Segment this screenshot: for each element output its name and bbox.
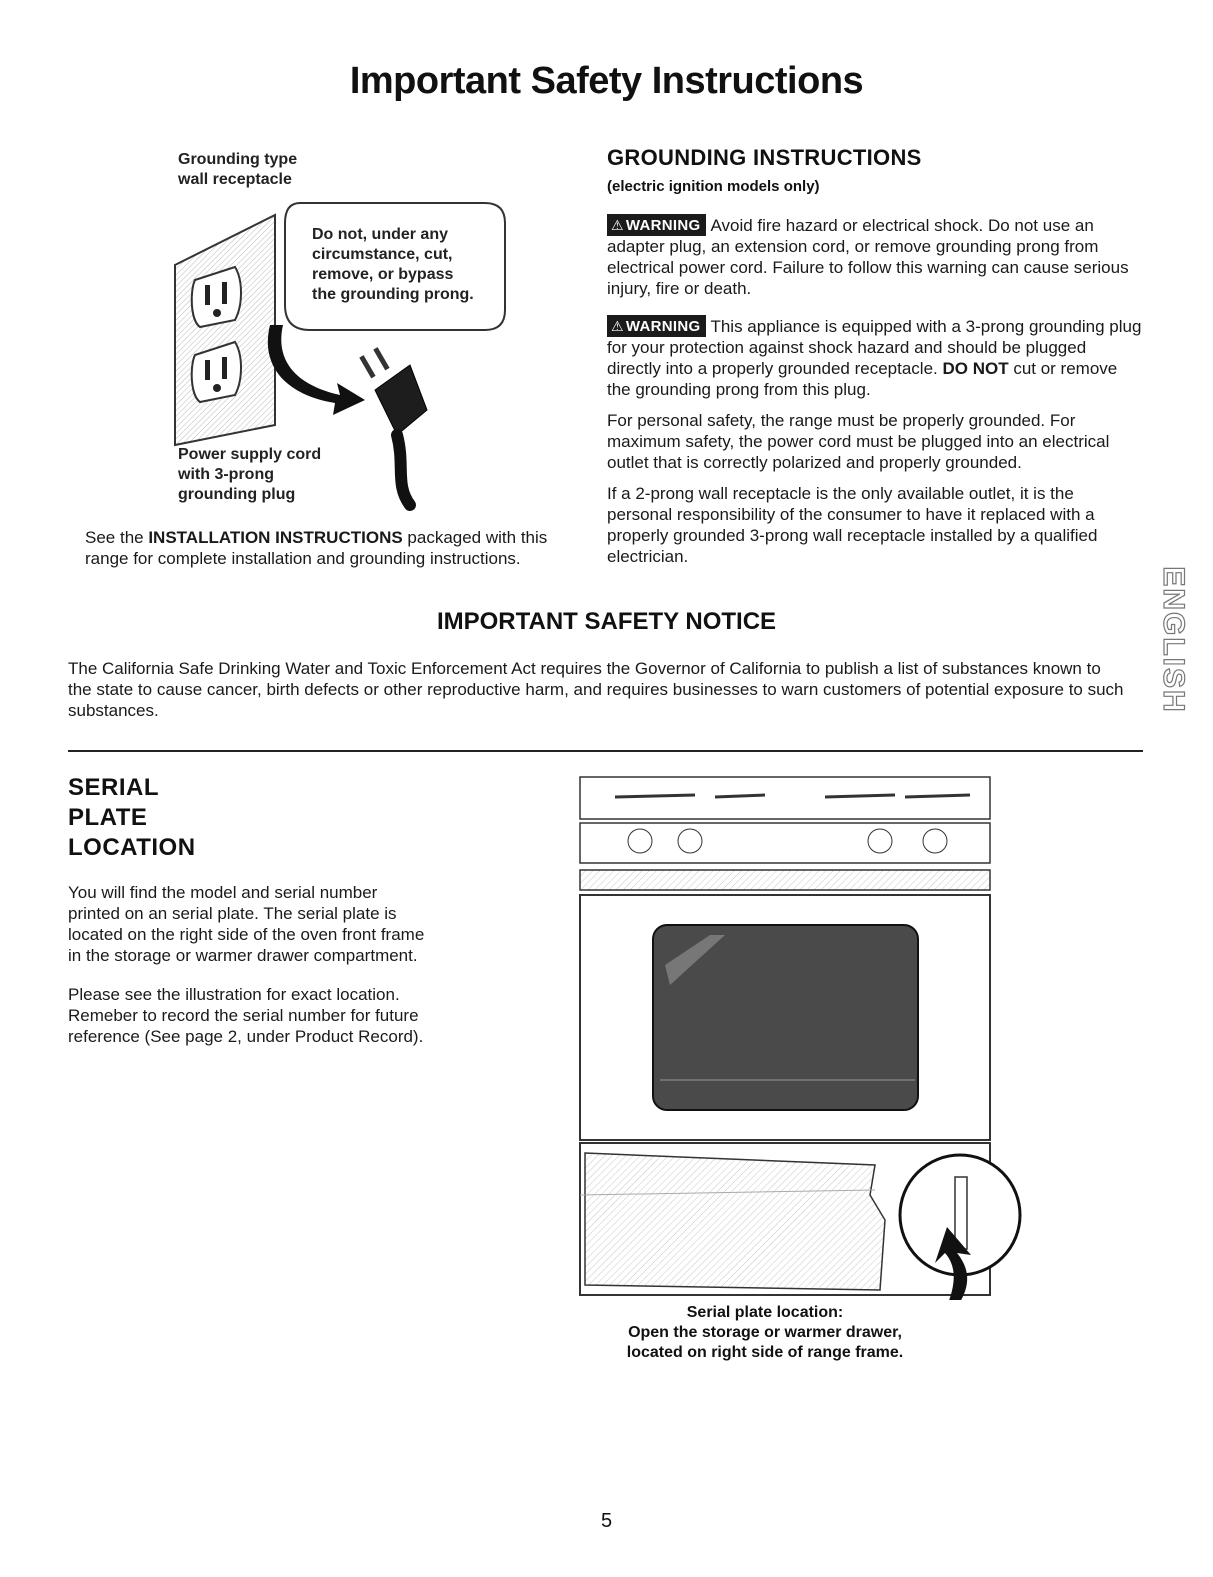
warning-triangle-icon: ⚠ xyxy=(611,318,624,334)
cord-label: Power supply cord with 3-prong grounding plug xyxy=(178,446,322,503)
range-illustration xyxy=(575,775,1030,1300)
serial-para-1: You will find the model and serial number printed on an serial plate. The serial plate is located on the right side of the oven front frame in the storage or warmer drawer compartment. xyxy=(68,883,425,965)
page-title: Important Safety Instructions xyxy=(349,60,864,102)
warning-bubble-text: Do not, under any circumstance, cut, remove, or bypass the grounding prong. xyxy=(312,226,474,303)
grounding-heading: GROUNDING INSTRUCTIONS xyxy=(607,145,922,170)
receptacle-label: Grounding type wall receptacle xyxy=(178,151,298,188)
serial-para-2b: Remeber to record the serial number for future reference (See page 2, under Product Record). xyxy=(68,1006,424,1046)
serial-text xyxy=(68,882,433,1057)
section-divider xyxy=(68,750,1143,752)
notice-text: The California Safe Drinking Water and Toxic Enforcement Act requires the Governor of California to publish a list of substances known to the state to cause cancer, birth defects or other reproductive harm, and requires businesses to warn customers of potential exposure to such substances. xyxy=(68,659,1124,720)
warning-badge: ⚠ WARNING xyxy=(607,315,706,337)
notice-heading: IMPORTANT SAFETY NOTICE xyxy=(436,608,777,635)
serial-plate-icon xyxy=(955,1177,967,1249)
serial-heading: SERIAL PLATE LOCATION xyxy=(68,774,196,861)
wall-outlet-icon xyxy=(175,215,275,445)
installation-note: See the INSTALLATION INSTRUCTIONS packaged with this range for complete installation and grounding instructions. xyxy=(85,528,548,568)
grounding-para-1: For personal safety, the range must be properly grounded. For maximum safety, the power cord must be plugged into an electrical outlet that is correctly polarized and properly grounded. xyxy=(607,411,1110,472)
warning-badge: ⚠ WARNING xyxy=(607,214,706,236)
warning-triangle-icon: ⚠ xyxy=(611,217,624,233)
serial-para-2a: Please see the illustration for exact location. xyxy=(68,985,400,1004)
language-tab: ENGLISH xyxy=(1157,566,1190,714)
grounding-instructions xyxy=(607,145,1142,577)
warning-paragraph-1: ⚠ WARNING Avoid fire hazard or electrical shock. Do not use an adapter plug, an extension cord, or remove grounding prong from electrical power cord. Failure to follow this warning can cause serious injury, fire or death. xyxy=(607,216,1129,298)
page-number: 5 xyxy=(600,1510,613,1532)
serial-callout: Serial plate location: Open the storage or warmer drawer, located on right side of range frame. xyxy=(626,1304,904,1361)
curved-arrow-icon xyxy=(268,325,365,415)
grounding-subheading: (electric ignition models only) xyxy=(607,178,820,195)
grounding-para-2: If a 2-prong wall receptacle is the only available outlet, it is the personal responsibility of the consumer to have it replaced with a properly grounded 3-prong wall receptacle installed by a qualified electrician. xyxy=(607,484,1098,566)
plug-icon xyxy=(359,347,427,505)
warning-paragraph-2: ⚠ WARNING This appliance is equipped with a 3-prong grounding plug for your protection against shock hazard and should be plugged directly into a properly grounded receptacle. DO NOT cut or remove the grounding prong from this plug. xyxy=(607,317,1142,399)
